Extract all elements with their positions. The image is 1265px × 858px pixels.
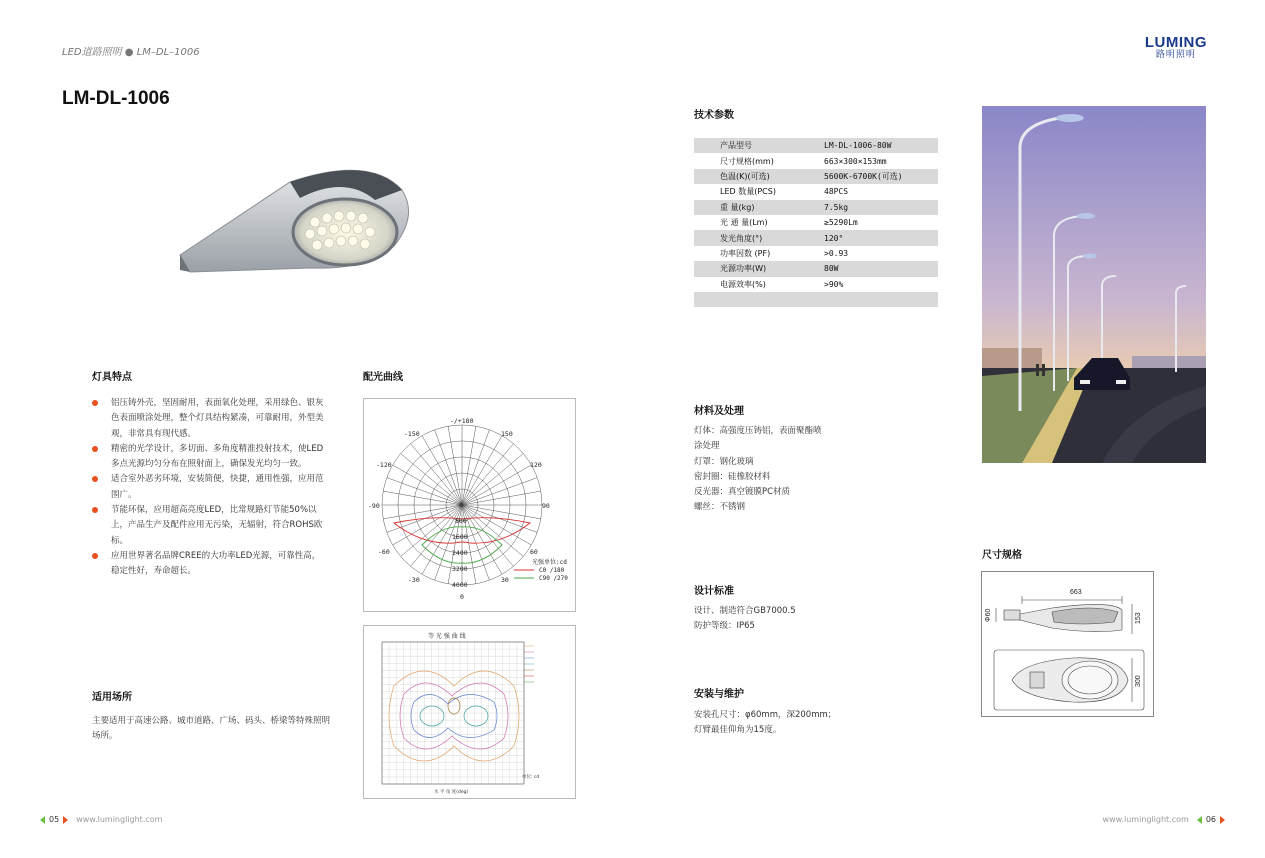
road-photo xyxy=(982,106,1206,463)
polar-angle-label: -90 xyxy=(368,502,380,510)
radial-value-label: 1600 xyxy=(452,533,468,541)
polar-angle-label: -30 xyxy=(408,576,420,584)
legend-title: 光强单位:cd xyxy=(532,559,567,566)
list-item xyxy=(92,503,328,549)
feature-text: 节能环保，应用超高亮度LED，比常规路灯节能50%以上，产品生产及配件应用无污染，无辐射，符合ROHS欧标。 xyxy=(111,505,323,546)
material-title: 材料及处理 xyxy=(694,406,744,417)
install-text xyxy=(694,708,894,739)
legend-c0: C0 /180 xyxy=(539,567,565,574)
spec-table xyxy=(694,138,938,307)
application-text: 主要适用于高速公路、城市道路、广场、码头、桥梁等特殊照明场所。 xyxy=(92,716,331,742)
dimension-width: 300 xyxy=(1135,675,1142,687)
list-item xyxy=(92,396,328,442)
features-list xyxy=(92,396,328,580)
arrow-right-icon xyxy=(63,816,68,824)
feature-text: 应用世界著名品牌CREE的大功率LED光源，可靠性高，稳定性好，寿命超长。 xyxy=(111,550,321,577)
dimension-length: 663 xyxy=(1070,589,1082,596)
feature-text: 铝压铸外壳，坚固耐用，表面氧化处理，采用绿色、银灰色表面喷涂处理，整个灯具结构紧凑，可靠耐用，外型美观，非常具有现代感。 xyxy=(111,398,324,439)
spec-value: >90% xyxy=(824,279,844,289)
table-row xyxy=(694,138,938,153)
radial-value-label: 0 xyxy=(459,501,463,509)
spec-key: 光 通 量(Lm) xyxy=(720,218,768,228)
footer-left xyxy=(40,815,162,824)
dimension-drawing-box xyxy=(981,571,1154,717)
spec-value: 5600K-6700K(可选) xyxy=(824,169,938,184)
bullet-icon xyxy=(92,400,98,406)
polar-angle-label: -120 xyxy=(376,461,392,469)
page-number-left: 05 xyxy=(49,815,60,824)
material-text xyxy=(694,424,894,516)
feature-text: 适合室外恶劣环境，安装简便，快捷，通用性强，应用范围广。 xyxy=(111,474,324,500)
iso-candela-chart xyxy=(364,626,577,800)
install-line: 安装孔尺寸：φ60mm，深200mm； xyxy=(694,710,837,720)
spec-key: 尺寸规格(mm) xyxy=(720,156,774,166)
dimension-drawing xyxy=(982,572,1155,718)
design-title: 设计标准 xyxy=(694,586,734,597)
arrow-left-icon xyxy=(40,816,45,824)
material-line: 密封圈：硅橡胶材料 xyxy=(694,471,771,482)
polar-angle-label: 30 xyxy=(501,576,509,584)
table-row xyxy=(694,169,938,184)
footer-right xyxy=(1103,815,1225,824)
dimension-title: 尺寸规格 xyxy=(982,550,1022,561)
iso-chart-title: 等 光 强 曲 线 xyxy=(428,633,466,640)
install-title: 安装与维护 xyxy=(694,689,744,700)
spec-key: 光源功率(W) xyxy=(694,261,824,276)
page-title: LM-DL-1006 xyxy=(62,88,170,109)
polar-curve-box xyxy=(363,398,576,612)
material-line: 灯罩：钢化玻璃 xyxy=(694,456,754,467)
design-line: 防护等级：IP65 xyxy=(694,621,755,632)
material-line: 反光器：真空镀膜PC材质 xyxy=(694,487,791,498)
radial-value-label: 800 xyxy=(455,517,467,525)
logo xyxy=(1145,36,1207,60)
polar-angle-label: 150 xyxy=(501,430,513,438)
spec-key: 功率因数 (PF) xyxy=(720,248,771,258)
legend-c90: C90 /270 xyxy=(539,575,568,582)
polar-angle-label: 120 xyxy=(530,461,542,469)
radial-value-label: 2400 xyxy=(452,549,468,557)
table-row xyxy=(694,246,938,261)
bullet-icon xyxy=(92,476,98,482)
arrow-right-icon xyxy=(1220,816,1225,824)
dimension-diameter: Φ60 xyxy=(985,608,992,622)
page-number-right: 06 xyxy=(1205,815,1216,824)
polar-curve-chart xyxy=(364,399,577,613)
spec-value: 80W xyxy=(824,261,938,276)
spec-key: 重 量(kg) xyxy=(694,200,824,215)
spec-key: 色温(K)(可选) xyxy=(694,169,824,184)
spec-value: ≥5290Lm xyxy=(824,218,858,228)
spec-key: 产品型号 xyxy=(694,138,824,153)
iso-unit-label: 单位: cd xyxy=(522,775,540,780)
footer-url-left: www.luminglight.com xyxy=(76,815,163,824)
spec-value: 48PCS xyxy=(824,187,849,197)
feature-text: 精密的光学设计，多切面、多角度精准投射技术，使LED多点光源均匀分布在照射面上，确保发光均匀一致。 xyxy=(111,443,324,470)
polar-angle-label: 0 xyxy=(460,593,464,601)
spec-key xyxy=(694,292,824,307)
material-line: 螺丝：不锈钢 xyxy=(694,502,746,513)
radial-value-label: 3200 xyxy=(452,565,468,573)
specs-title: 技术参数 xyxy=(694,110,734,121)
spec-key: 发光角度(°) xyxy=(694,230,824,245)
table-row xyxy=(694,292,938,307)
spec-key: LED 数量(PCS) xyxy=(720,187,776,197)
list-item xyxy=(92,442,328,473)
material-line: 灯体：高强度压铸铝，表面聚酯喷 xyxy=(694,426,822,436)
table-row xyxy=(694,184,938,199)
polar-angle-label: 90 xyxy=(542,502,550,510)
radial-value-label: 4000 xyxy=(452,581,468,589)
table-row xyxy=(694,230,938,245)
spec-key: 电源效率(%) xyxy=(720,279,766,289)
table-row xyxy=(694,261,938,276)
features-title: 灯具特点 xyxy=(92,372,132,383)
material-line: 涂处理 xyxy=(694,441,720,452)
list-item xyxy=(92,472,328,503)
spec-value: LM-DL-1006-80W xyxy=(824,138,938,153)
table-row xyxy=(694,200,938,215)
spec-value: 120° xyxy=(824,230,938,245)
bullet-icon xyxy=(92,507,98,513)
polar-angle-label: -/+180 xyxy=(450,417,474,425)
polar-angle-label: 60 xyxy=(530,548,538,556)
table-row xyxy=(694,153,938,168)
iso-candela-box xyxy=(363,625,576,799)
design-line: 设计、制造符合GB7000.5 xyxy=(694,606,796,616)
bullet-icon xyxy=(92,553,98,559)
dimension-height: 153 xyxy=(1135,612,1142,624)
application-title: 适用场所 xyxy=(92,692,132,703)
spec-value: 663×300×153mm xyxy=(824,156,887,166)
install-line: 灯臂最佳仰角为15度。 xyxy=(694,725,782,736)
polar-angle-label: -150 xyxy=(404,430,420,438)
spec-value: 7.5kg xyxy=(824,200,938,215)
bullet-icon xyxy=(92,446,98,452)
spec-value xyxy=(824,292,938,307)
curve-title: 配光曲线 xyxy=(363,372,403,383)
footer-url-right: www.luminglight.com xyxy=(1102,815,1189,824)
arrow-left-icon xyxy=(1197,816,1202,824)
table-row xyxy=(694,215,938,230)
logo-subtitle: 路明照明 xyxy=(1155,50,1196,60)
spec-value: >0.93 xyxy=(824,248,849,258)
table-row xyxy=(694,277,938,292)
design-text xyxy=(694,604,894,635)
breadcrumb: LED道路照明 ● LM–DL–1006 xyxy=(62,47,200,58)
logo-brand: LUMING xyxy=(1144,34,1207,51)
street-lamp-product-image xyxy=(170,160,420,280)
polar-angle-label: -60 xyxy=(378,548,390,556)
list-item xyxy=(92,549,328,580)
iso-xlabel: 水 平 角 度(deg) xyxy=(434,790,469,795)
